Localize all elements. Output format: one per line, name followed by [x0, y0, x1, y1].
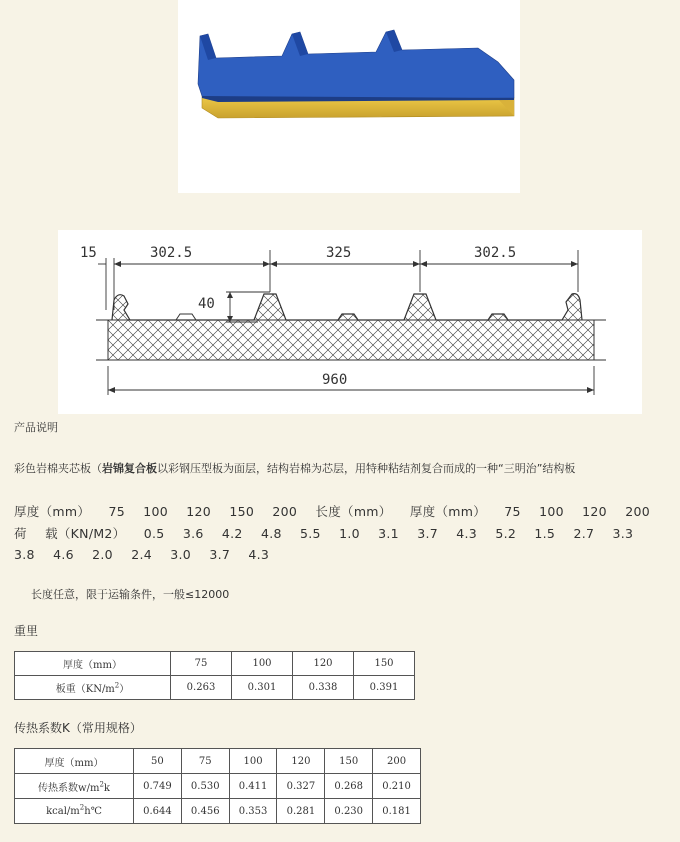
- spec-item: 4.3: [456, 525, 478, 541]
- description-bold: 岩锦复合板: [102, 462, 157, 475]
- spec-item: 3.0: [170, 547, 192, 562]
- spec-item: 1.5: [534, 525, 556, 541]
- spec-item: 3.1: [378, 525, 399, 541]
- table-cell: 0.338: [293, 676, 354, 700]
- table-cell: 0.530: [181, 774, 229, 799]
- table-cell: 0.210: [373, 774, 421, 799]
- description-prefix: 彩色岩棉夹芯板（: [14, 462, 102, 475]
- product-description: [14, 460, 575, 476]
- spec-item: 0.5: [143, 525, 165, 541]
- k-label: 传热系数w/m: [38, 782, 100, 794]
- k-header: [15, 774, 134, 799]
- cross-section-drawing: [58, 230, 642, 414]
- dim-mid-label: 325: [326, 245, 352, 261]
- table-cell: 0.411: [229, 774, 277, 799]
- spec-item: 3.6: [182, 525, 204, 541]
- dim-15-label: 15: [80, 245, 97, 261]
- panel-profile-diagram: [58, 230, 642, 414]
- table-cell: 120: [293, 652, 354, 676]
- table-cell: 75: [181, 749, 229, 774]
- section-title: 产品说明: [14, 421, 58, 434]
- table-row: [15, 749, 421, 774]
- spec-item: 3.3: [612, 525, 634, 541]
- kcal-label-end: h℃: [84, 805, 102, 817]
- dim-total-label: 960: [322, 372, 348, 388]
- thickness-header: 厚度（mm）: [15, 652, 171, 676]
- table-cell: 100: [229, 749, 277, 774]
- length-note: 长度任意，限于运输条件，一般≤12000: [31, 588, 230, 601]
- table-cell: 0.181: [373, 799, 421, 824]
- table-cell: 0.327: [277, 774, 325, 799]
- table-cell: 0.391: [354, 676, 415, 700]
- description-suffix: 以彩钢压型板为面层，结构岩棉为芯层，用特种粘结剂复合而成的一种“三明治”结构板: [157, 462, 576, 475]
- dim-left-label: 302.5: [150, 245, 193, 261]
- heat-title: 传热系数K（常用规格）: [14, 721, 142, 735]
- weight-label-end: ）: [119, 684, 130, 695]
- spec-item: 厚度（mm）: [14, 504, 91, 519]
- spec-item: 4.3: [248, 547, 270, 562]
- kcal-label-sup: 2: [79, 803, 85, 812]
- spec-item: 长度（mm）: [315, 504, 392, 519]
- spec-item: 3.7: [417, 525, 438, 541]
- spec-item: 厚度（mm）: [409, 504, 487, 519]
- table-cell: 100: [232, 652, 293, 676]
- heat-transfer-table: [14, 748, 421, 824]
- table-row: [15, 774, 421, 799]
- spec-item: 3.8: [14, 547, 35, 562]
- spec-item: 5.5: [300, 525, 321, 541]
- weight-header: [15, 676, 171, 700]
- spec-item: 5.2: [495, 525, 517, 541]
- table-cell: 0.263: [171, 676, 232, 700]
- spec-item: 200: [272, 504, 298, 519]
- weight-label-sup: 2: [114, 681, 120, 690]
- table-cell: 200: [373, 749, 421, 774]
- table-cell: 50: [134, 749, 182, 774]
- table-cell: 0.281: [277, 799, 325, 824]
- table-cell: 0.456: [181, 799, 229, 824]
- weight-table: [14, 651, 415, 700]
- thickness-header: 厚度（mm）: [15, 749, 134, 774]
- spec-item: 120: [186, 504, 212, 519]
- weight-label: 板重（KN/m: [55, 684, 115, 695]
- spec-list: [14, 501, 664, 566]
- table-row: [15, 652, 415, 676]
- spec-item: 2.4: [131, 547, 152, 562]
- spec-item: 2.0: [92, 547, 113, 562]
- table-cell: 75: [171, 652, 232, 676]
- dim-height-label: 40: [198, 296, 215, 312]
- weight-title: 重里: [14, 624, 39, 638]
- product-photo: [178, 0, 520, 193]
- sandwich-panel-illustration: [178, 0, 520, 193]
- table-cell: 0.230: [325, 799, 373, 824]
- table-cell: 120: [277, 749, 325, 774]
- k-label-end: k: [103, 782, 110, 794]
- spec-item: 4.8: [260, 525, 282, 541]
- spec-item: 100: [143, 504, 168, 519]
- table-row: [15, 799, 421, 824]
- table-cell: 0.301: [232, 676, 293, 700]
- spec-item: 75: [108, 504, 125, 519]
- spec-item: 1.0: [339, 525, 360, 541]
- table-cell: 0.353: [229, 799, 277, 824]
- spec-item: 4.6: [53, 547, 74, 562]
- kcal-header: [15, 799, 134, 824]
- spec-item: 120: [582, 504, 607, 519]
- table-cell: 0.644: [134, 799, 182, 824]
- kcal-label: kcal/m: [46, 805, 80, 817]
- table-cell: 150: [354, 652, 415, 676]
- dim-right-label: 302.5: [474, 245, 517, 261]
- k-label-sup: 2: [99, 780, 104, 789]
- spec-item: 荷 载（KN/M2）: [14, 525, 126, 541]
- table-cell: 0.268: [325, 774, 373, 799]
- spec-item: 200: [625, 504, 650, 519]
- spec-item: 2.7: [573, 525, 595, 541]
- table-cell: 150: [325, 749, 373, 774]
- spec-item: 4.2: [221, 525, 243, 541]
- table-row: [15, 676, 415, 700]
- spec-item: 3.7: [209, 547, 231, 562]
- table-cell: 0.749: [134, 774, 182, 799]
- spec-item: 100: [539, 504, 564, 519]
- spec-item: 150: [229, 504, 255, 519]
- spec-item: 75: [504, 504, 521, 519]
